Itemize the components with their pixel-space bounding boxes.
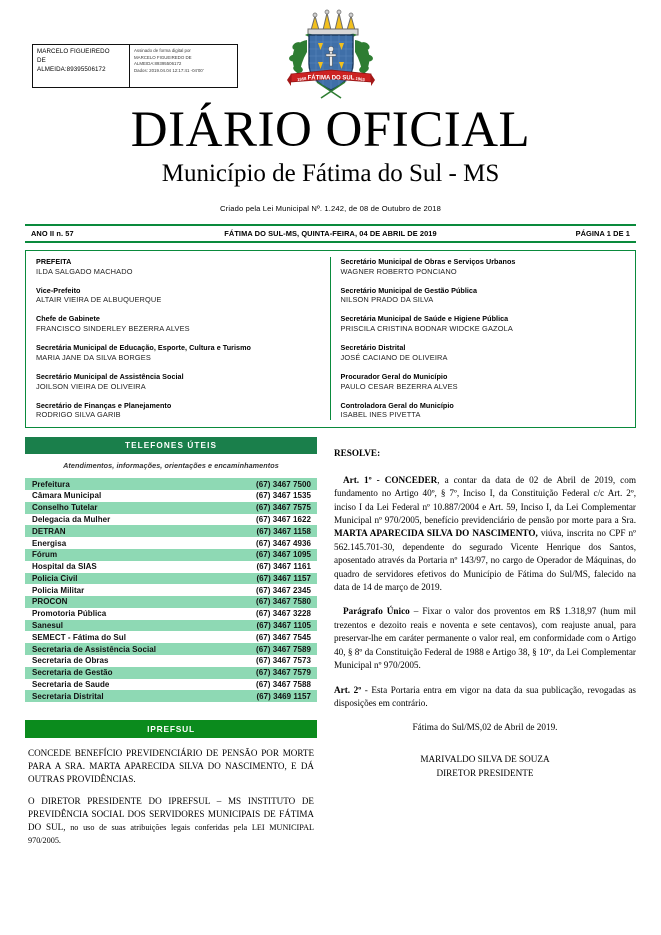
official-entry bbox=[341, 401, 626, 421]
page-subtitle: Município de Fátima do Sul - MS bbox=[161, 160, 500, 188]
phone-name: PROCON bbox=[32, 597, 68, 607]
official-role: Controladora Geral do Município bbox=[340, 400, 454, 410]
official-role: Chefe de Gabinete bbox=[36, 314, 100, 324]
phone-list bbox=[25, 478, 317, 702]
official-entry bbox=[341, 286, 626, 306]
article-1-tail: viúva, inscrita no CPF nº 562.145.701-30, dependente do segurado Vicente Henrique dos Santos, aposentado através da Portaria nº 143/97, no cargo de Operador de Máquinas, do quadro de servidores efetivos do Município de Fátima do Sul/MS, falecido na data de 14 de março de 2019. bbox=[334, 528, 637, 593]
article-1-label: Art. 1º - CONCEDER bbox=[343, 474, 438, 485]
phone-row bbox=[25, 667, 317, 679]
official-role: Vice-Prefeito bbox=[36, 285, 81, 295]
municipal-coat-of-arms-icon bbox=[285, 2, 377, 102]
official-role: Secretário de Finanças e Planejamento bbox=[36, 400, 172, 410]
beneficiary-name: MARTA APARECIDA SILVA DO NASCIMENTO, bbox=[334, 528, 538, 539]
issue-number: ANO II n. 57 bbox=[31, 229, 74, 239]
official-entry bbox=[36, 257, 320, 277]
phone-name: Hospital da SIAS bbox=[32, 562, 97, 572]
officials-box bbox=[25, 250, 636, 428]
iprefsul-header: IPREFSUL bbox=[25, 720, 317, 738]
signature-signer-name: MARCELO FIGUEIREDO DE ALMEIDA:89395506172 bbox=[33, 45, 130, 87]
iprefsul-paragraph-2 bbox=[28, 795, 314, 847]
page-indicator: PÁGINA 1 DE 1 bbox=[575, 229, 630, 239]
phone-number: (67) 3467 4936 bbox=[256, 538, 311, 548]
phone-number: (67) 3467 1161 bbox=[256, 562, 311, 572]
official-entry bbox=[36, 286, 320, 306]
official-entry bbox=[36, 343, 320, 363]
phone-name: Energisa bbox=[32, 538, 67, 548]
phone-number: (67) 3467 1095 bbox=[256, 550, 311, 560]
article-2-label: Art. 2º bbox=[334, 684, 362, 695]
creation-law-line: Criado pela Lei Municipal Nº. 1.242, de 08 de Outubro de 2018 bbox=[220, 204, 441, 214]
phone-row bbox=[25, 561, 317, 573]
resolve-heading: RESOLVE: bbox=[334, 448, 381, 459]
iprefsul-paragraph-1: CONCEDE BENEFÍCIO PREVIDENCIÁRIO DE PENSÃO POR MORTE PARA A SRA. MARTA APARECIDA SILVA DO NASCIMENTO, E DÁ OUTRAS PROVIDÊNCIAS. bbox=[28, 748, 314, 784]
phone-number: (67) 3467 7589 bbox=[256, 644, 311, 654]
sole-paragraph-body: – Fixar o valor dos proventos em R$ 1.318,97 (hum mil trezentos e dezoito reais e noventa e sete centavos), com reajuste anual, para preservar-lhe em caráter permanente o valor real, em conformidade com o Artigo 40, § 8º da Constituição Federal de 1988 e Artigo 38, § 10º, da Lei Complementar Municipal nº 970/2005. bbox=[334, 606, 637, 671]
official-name: JOILSON VIEIRA DE OLIVEIRA bbox=[36, 381, 146, 391]
phone-name: Fórum bbox=[32, 550, 58, 560]
phone-number: (67) 3467 7545 bbox=[256, 632, 311, 642]
phone-number: (67) 3467 1622 bbox=[256, 514, 311, 524]
phone-row bbox=[25, 655, 317, 667]
phone-row bbox=[25, 549, 317, 561]
svg-text:1958: 1958 bbox=[296, 75, 307, 83]
phone-name: Secretaria Distrital bbox=[32, 691, 104, 701]
signature-details: Assinado de forma digital por MARCELO FIGUEIREDO DE ALMEIDA:89395506172 Dados: 2019.04.04 12:17:41 -04'00' bbox=[134, 48, 204, 73]
phone-row bbox=[25, 502, 317, 514]
phone-row bbox=[25, 573, 317, 585]
phone-name: DETRAN bbox=[32, 526, 66, 536]
official-name: JOSÉ CACIANO DE OLIVEIRA bbox=[340, 352, 448, 362]
article-1-body: , a contar da data de 02 de Abril de 2019, com fundamento no Artigo 40º, § 7º, Inciso I, da Constituição Federal c/c Art. 2º, inciso I da Lei Federal nº 10.887/2004 e Art. 59, Inciso I, da Lei Complementar Municipal nº 970/2005, benefício previdenciário de pensão por morte para a Sra. bbox=[334, 474, 636, 525]
right-column bbox=[334, 437, 636, 780]
phone-number: (67) 3467 1535 bbox=[256, 491, 311, 501]
phone-number: (67) 3467 2345 bbox=[256, 585, 311, 595]
article-2 bbox=[334, 684, 636, 711]
place-date: Fátima do Sul/MS,02 de Abril de 2019. bbox=[412, 722, 558, 733]
official-role: Secretária Municipal de Saúde e Higiene Pública bbox=[340, 314, 509, 324]
phone-row bbox=[25, 690, 317, 702]
phone-name: Prefeitura bbox=[32, 479, 70, 489]
phone-row bbox=[25, 584, 317, 596]
official-name: MARIA JANE DA SILVA BORGES bbox=[36, 352, 151, 362]
phone-number: (67) 3467 7579 bbox=[256, 668, 311, 678]
phone-number: (67) 3467 7573 bbox=[256, 656, 311, 666]
phone-number: (67) 3467 3228 bbox=[256, 609, 311, 619]
phone-row bbox=[25, 679, 317, 691]
official-entry bbox=[341, 343, 626, 363]
issue-place-date: FÁTIMA DO SUL-MS, QUINTA-FEIRA, 04 DE ABRIL DE 2019 bbox=[224, 229, 437, 239]
useful-phones-subtitle: Atendimentos, informações, orientações e encaminhamentos bbox=[63, 461, 279, 471]
phone-row bbox=[25, 514, 317, 526]
iprefsul-body bbox=[25, 738, 317, 846]
official-role: Secretário Municipal de Obras e Serviços Urbanos bbox=[340, 257, 516, 267]
phone-name: Policia Militar bbox=[32, 585, 85, 595]
official-entry bbox=[341, 257, 626, 277]
sole-paragraph bbox=[334, 605, 636, 672]
officials-column-left bbox=[26, 257, 331, 420]
official-role: Procurador Geral do Município bbox=[340, 371, 448, 381]
phone-name: Promotoria Pública bbox=[32, 609, 107, 619]
official-entry bbox=[341, 314, 626, 334]
official-role: PREFEITA bbox=[36, 257, 72, 267]
phone-number: (67) 3469 1157 bbox=[256, 691, 311, 701]
useful-phones-header: TELEFONES ÚTEIS bbox=[25, 437, 317, 454]
phone-row bbox=[25, 631, 317, 643]
phone-name: Câmara Municipal bbox=[32, 491, 102, 501]
article-1 bbox=[334, 474, 636, 595]
phone-name: Conselho Tutelar bbox=[32, 503, 98, 513]
phone-row bbox=[25, 478, 317, 490]
left-column bbox=[25, 437, 317, 855]
phone-number: (67) 3467 1158 bbox=[256, 526, 311, 536]
official-name: FRANCISCO SINDERLEY BEZERRA ALVES bbox=[36, 324, 190, 334]
official-entry bbox=[36, 372, 320, 392]
sole-paragraph-label: Parágrafo Único bbox=[343, 606, 410, 617]
phone-name: Sanesul bbox=[32, 621, 64, 631]
phone-name: Secretaria de Gestão bbox=[32, 668, 113, 678]
official-name: ISABEL INES PIVETTA bbox=[340, 410, 421, 420]
phone-name: SEMECT - Fátima do Sul bbox=[32, 632, 126, 642]
official-role: Secretário Municipal de Gestão Pública bbox=[340, 285, 478, 295]
official-name: WAGNER ROBERTO PONCIANO bbox=[340, 266, 457, 276]
official-name: ALTAIR VIEIRA DE ALBUQUERQUE bbox=[36, 295, 162, 305]
svg-text:1963: 1963 bbox=[354, 75, 365, 83]
official-role: Secretária Municipal de Educação, Esporte, Cultura e Turismo bbox=[36, 343, 251, 353]
official-role: Secretário Municipal de Assistência Social bbox=[36, 371, 184, 381]
phone-name: Secretaria de Saude bbox=[32, 679, 110, 689]
phone-row bbox=[25, 643, 317, 655]
phone-number: (67) 3467 7580 bbox=[256, 597, 311, 607]
iprefsul-authority-caps: O DIRETOR PRESIDENTE DO IPREFSUL – MS INSTITUTO DE PREVIDÊNCIA SOCIAL DOS SERVIDORES MUNICIPAIS DE FÁTIMA DO SUL, bbox=[28, 795, 314, 832]
official-entry bbox=[341, 372, 626, 392]
phone-number: (67) 3467 1105 bbox=[256, 621, 311, 631]
svg-text:FÁTIMA DO SUL: FÁTIMA DO SUL bbox=[307, 75, 354, 82]
phone-name: Secretaria de Obras bbox=[32, 656, 109, 666]
official-name: PAULO CESAR BEZERRA ALVES bbox=[340, 381, 458, 391]
signer-title: DIRETOR PRESIDENTE bbox=[436, 767, 534, 778]
phone-row bbox=[25, 525, 317, 537]
phone-name: Delegacia da Mulher bbox=[32, 514, 111, 524]
official-name: RODRIGO SILVA GARIB bbox=[36, 410, 121, 420]
official-name: ILDA SALGADO MACHADO bbox=[36, 266, 133, 276]
phone-number: (67) 3467 7588 bbox=[256, 679, 311, 689]
signer-block bbox=[334, 753, 636, 781]
officials-column-right bbox=[331, 257, 636, 420]
official-entry bbox=[36, 401, 320, 421]
resolution-text bbox=[334, 437, 636, 780]
issue-info-bar bbox=[25, 224, 636, 243]
body-columns bbox=[25, 437, 636, 855]
article-2-body: - Esta Portaria entra em vigor na data da sua publicação, revogadas as disposições em contrário. bbox=[334, 684, 636, 708]
official-entry bbox=[36, 314, 320, 334]
official-role: Secretário Distrital bbox=[340, 343, 406, 353]
phone-row bbox=[25, 537, 317, 549]
phone-number: (67) 3467 7575 bbox=[256, 503, 311, 513]
phone-row bbox=[25, 620, 317, 632]
official-name: NILSON PRADO DA SILVA bbox=[340, 295, 434, 305]
phone-row bbox=[25, 596, 317, 608]
signer-name: MARIVALDO SILVA DE SOUZA bbox=[420, 753, 550, 764]
phone-number: (67) 3467 1157 bbox=[256, 573, 311, 583]
page-title: DIÁRIO OFICIAL bbox=[130, 102, 531, 158]
phone-name: Secretaria de Assistência Social bbox=[32, 644, 157, 654]
iprefsul-authority-rest: no uso de suas atribuições legais conferidas pela LEI MUNICIPAL 970/2005. bbox=[28, 822, 314, 845]
phone-row bbox=[25, 608, 317, 620]
phone-row bbox=[25, 490, 317, 502]
digital-signature-stamp bbox=[32, 44, 238, 88]
phone-name: Policia Civil bbox=[32, 573, 78, 583]
official-name: PRISCILA CRISTINA BODNAR WIDCKE GAZOLA bbox=[340, 324, 513, 334]
phone-number: (67) 3467 7500 bbox=[256, 479, 311, 489]
